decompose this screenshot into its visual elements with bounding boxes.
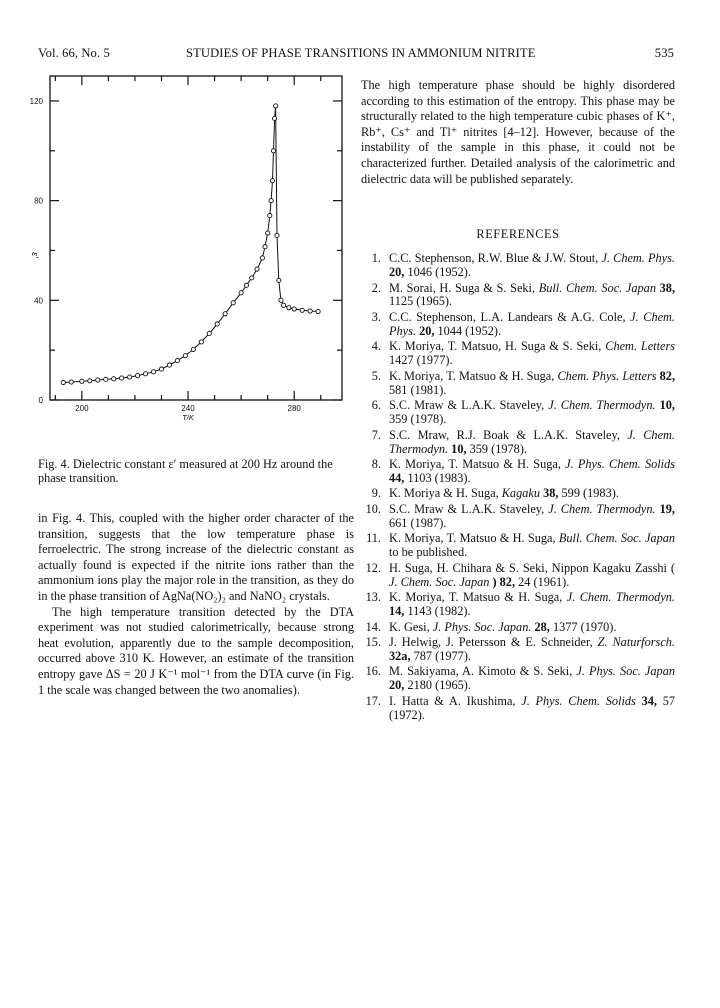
reference-item (361, 311, 675, 339)
reference-item (361, 636, 675, 664)
reference-authors: M. Sorai, H. Suga & S. Seki, (389, 280, 536, 295)
reference-number: 5. (371, 368, 381, 383)
reference-item (361, 429, 675, 457)
data-point (199, 340, 203, 344)
data-point (231, 301, 235, 305)
reference-volume: 20, (389, 265, 405, 280)
reference-journal: Bull. Chem. Soc. Japan (558, 531, 676, 546)
reference-volume: 14, (389, 604, 405, 619)
reference-journal: J. Chem. Thermodyn. (389, 427, 675, 456)
reference-authors: C.C. Stephenson, L.A. Landears & A.G. Cole, (389, 309, 626, 324)
right-column (361, 78, 675, 724)
data-point (271, 149, 275, 153)
data-point (274, 104, 278, 108)
reference-number: 17. (365, 693, 381, 708)
running-title: STUDIES OF PHASE TRANSITIONS IN AMMONIUM NITRITE (186, 46, 536, 60)
reference-journal: J. Phys. Soc. Japan. (432, 619, 532, 634)
reference-authors: K. Moriya, T. Matsuo & H. Suga, (389, 590, 563, 605)
reference-number: 13. (365, 590, 381, 605)
reference-number: 12. (365, 560, 381, 575)
reference-details: 1377 (1970). (552, 619, 617, 634)
data-point (272, 116, 276, 120)
reference-item (361, 282, 675, 310)
y-tick-label: 120 (29, 96, 43, 106)
x-tick-label: 280 (287, 404, 301, 413)
data-point (151, 370, 155, 374)
reference-journal: J. Phys. Chem. Solids (565, 457, 676, 471)
data-point (239, 291, 243, 295)
reference-volume: 28, (534, 619, 550, 634)
y-tick-label: 0 (38, 396, 43, 405)
reference-number: 6. (371, 398, 381, 413)
reference-number: 1. (371, 251, 381, 266)
data-point (263, 245, 267, 249)
reference-item (361, 562, 675, 590)
reference-details: 359 (1978). (389, 412, 447, 427)
y-tick-label: 40 (34, 296, 43, 306)
reference-volume: 38, (543, 486, 559, 501)
data-point (269, 199, 273, 203)
data-point (287, 306, 291, 310)
reference-journal: Z. Naturforsch. (597, 635, 675, 650)
data-point (308, 309, 312, 313)
reference-details: 24 (1961). (518, 574, 570, 589)
y-tick-label: 80 (34, 196, 43, 206)
data-point (244, 283, 248, 287)
data-point (207, 331, 211, 335)
data-point (120, 376, 124, 380)
x-tick-label: 200 (75, 404, 89, 413)
reference-details: 1427 (1977). (389, 353, 453, 368)
reference-number: 14. (365, 619, 381, 634)
data-point (136, 373, 140, 377)
paragraph: in Fig. 4. This, coupled with the higher order character of the transition, suggests that the low temperature phase is ferroelectric. The strong increase of the dielectric constant as actually found is expected if the nitrite ions rather than the ammonium ions play the major role in the transition, as they do in the phase transition of AgNa(NO₂)₂ and NaNO₂ crystals. (38, 511, 354, 603)
data-point (215, 322, 219, 326)
reference-details: 1143 (1982). (407, 604, 471, 619)
reference-volume: 10, (659, 398, 675, 413)
series-line (63, 106, 318, 383)
y-axis-label: ε′ (30, 252, 40, 258)
data-point (260, 256, 264, 260)
reference-authors: K. Gesi, (389, 619, 430, 634)
reference-item (361, 695, 675, 723)
data-point (167, 363, 171, 367)
reference-journal: Kagaku (501, 486, 540, 501)
reference-item (361, 487, 675, 501)
reference-number: 8. (371, 457, 381, 471)
reference-number: 16. (365, 664, 381, 679)
reference-details: 599 (1983). (561, 486, 619, 501)
reference-authors: K. Moriya, T. Matsuo, H. Suga & S. Seki, (389, 339, 602, 354)
reference-details: 1044 (1952). (437, 323, 502, 338)
reference-number: 2. (371, 280, 381, 295)
reference-number: 11. (366, 531, 381, 546)
reference-item (361, 340, 675, 368)
reference-journal: J. Chem. Thermodyn. (548, 398, 656, 413)
reference-item (361, 665, 675, 693)
reference-item (361, 621, 675, 635)
reference-number: 9. (371, 486, 381, 501)
data-point (277, 278, 281, 282)
reference-details: 1125 (1965). (389, 294, 453, 309)
dielectric-chart (26, 66, 356, 456)
reference-journal: J. Chem. Phys. (601, 251, 676, 266)
reference-journal: Chem. Letters (605, 339, 676, 354)
reference-volume: 19, (659, 501, 675, 516)
data-point (275, 233, 279, 237)
reference-volume: ) 82, (492, 574, 516, 589)
reference-journal: J. Phys. Chem. Solids (521, 693, 636, 708)
reference-authors: S.C. Mraw & L.A.K. Staveley, (389, 398, 545, 413)
reference-number: 3. (371, 309, 381, 324)
data-point (80, 379, 84, 383)
data-point (266, 231, 270, 235)
reference-details: 2180 (1965). (407, 678, 471, 693)
reference-volume: 20, (419, 323, 435, 338)
data-point (282, 303, 286, 307)
reference-authors: K. Moriya & H. Suga, (389, 486, 499, 501)
reference-volume: 38, (659, 280, 676, 295)
data-point (88, 379, 92, 383)
left-column-text (38, 511, 354, 698)
plot-frame (50, 76, 342, 400)
paragraph: The high temperature phase should be highly disordered according to this estimation of the entropy. This phase may be structurally related to the high temperature cubic phases of K⁺, Rb⁺, Cs⁺ and Tl⁺ nitrites [4–12]. However, because of the instability of the sample in this phase, it could not be characterized further. Detailed analysis of the calorimetric and dielectric data will be published separately. (361, 78, 675, 186)
reference-number: 4. (371, 339, 381, 354)
references-heading: REFERENCES (476, 227, 560, 242)
x-axis-label: T/K (182, 413, 194, 422)
data-point (61, 380, 65, 384)
data-point (300, 308, 304, 312)
reference-authors: C.C. Stephenson, R.W. Blue & J.W. Stout, (389, 251, 599, 266)
data-point (112, 377, 116, 381)
page-number: 535 (654, 46, 674, 60)
reference-item (361, 252, 675, 280)
data-point (69, 380, 73, 384)
reference-volume: 32a, (389, 648, 411, 663)
reference-authors: M. Sakiyama, A. Kimoto & S. Seki, (389, 664, 573, 679)
reference-authors: S.C. Mraw, R.J. Boak & L.A.K. Staveley, (389, 427, 620, 442)
data-point (159, 367, 163, 371)
running-header (38, 46, 674, 64)
reference-item (361, 458, 675, 486)
reference-item (361, 399, 675, 427)
reference-journal: J. Chem. Phys. (389, 309, 676, 338)
reference-volume: 44, (389, 470, 405, 485)
reference-journal: J. Chem. Soc. Japan (389, 574, 490, 589)
paragraph: The high temperature transition detected by the DTA experiment was not studied calorimetrically, because strong heat evolution, apparently due to the sample decomposition, occurred above 310 K. However, an estimate of the transition entropy gave ΔS = 20 J K⁻¹ mol⁻¹ from the DTA curve (in Fig. 1 the scale was changed between the two anomalies). (38, 604, 354, 697)
reference-journal: J. Chem. Thermodyn. (548, 501, 656, 516)
reference-item (361, 503, 675, 531)
reference-authors: K. Moriya, T. Matsuo & H. Suga, (389, 531, 556, 546)
reference-details: 57 (1972). (389, 693, 675, 722)
reference-authors: K. Moriya, T. Matsuo & H. Suga, (389, 368, 555, 383)
data-point (316, 309, 320, 313)
reference-authors: K. Moriya, T. Matsuo & H. Suga, (389, 457, 561, 471)
reference-details: 359 (1978). (469, 441, 528, 456)
data-point (143, 372, 147, 376)
data-point (279, 298, 283, 302)
figure-caption: Fig. 4. Dielectric constant ε′ measured at 200 Hz around the phase transition. (38, 457, 333, 485)
reference-details: 1103 (1983). (407, 470, 471, 485)
data-point (175, 359, 179, 363)
data-point (96, 378, 100, 382)
reference-item (361, 532, 675, 560)
data-point (268, 213, 272, 217)
data-point (292, 307, 296, 311)
reference-authors: J. Helwig, J. Petersson & E. Schneider, (389, 635, 593, 650)
data-point (223, 312, 227, 316)
reference-authors: I. Hatta & A. Ikushima, (389, 693, 516, 708)
reference-journal: Chem. Phys. Letters (557, 368, 657, 383)
reference-journal: Bull. Chem. Soc. Japan (538, 280, 656, 295)
reference-authors: S.C. Mraw & L.A.K. Staveley, (389, 501, 545, 516)
reference-number: 7. (371, 427, 381, 442)
reference-item (361, 370, 675, 398)
reference-journal: J. Phys. Soc. Japan (576, 664, 675, 679)
data-point (250, 276, 254, 280)
reference-item (361, 591, 675, 619)
reference-volume: 10, (451, 441, 467, 456)
reference-number: 15. (365, 635, 381, 650)
figure-4 (26, 66, 356, 456)
data-point (270, 179, 274, 183)
reference-details: 581 (1981). (389, 382, 447, 397)
reference-volume: 82, (659, 368, 676, 383)
data-point (104, 377, 108, 381)
data-point (128, 375, 132, 379)
data-point (183, 354, 187, 358)
reference-number: 10. (365, 501, 381, 516)
reference-details: to be published. (389, 545, 468, 560)
x-tick-label: 240 (181, 404, 195, 413)
reference-details: 661 (1987). (389, 515, 447, 530)
data-point (191, 347, 195, 351)
reference-journal: J. Chem. Thermodyn. (566, 590, 676, 605)
data-point (255, 267, 259, 271)
reference-details: 787 (1977). (413, 648, 471, 663)
volume-info: Vol. 66, No. 5 (38, 46, 110, 60)
reference-volume: 20, (389, 678, 405, 693)
reference-authors: H. Suga, H. Chihara & S. Seki, Nippon Kagaku Zasshi ( (389, 560, 675, 575)
reference-details: 1046 (1952). (407, 265, 471, 280)
reference-volume: 34, (641, 693, 657, 708)
reference-list (361, 252, 675, 723)
